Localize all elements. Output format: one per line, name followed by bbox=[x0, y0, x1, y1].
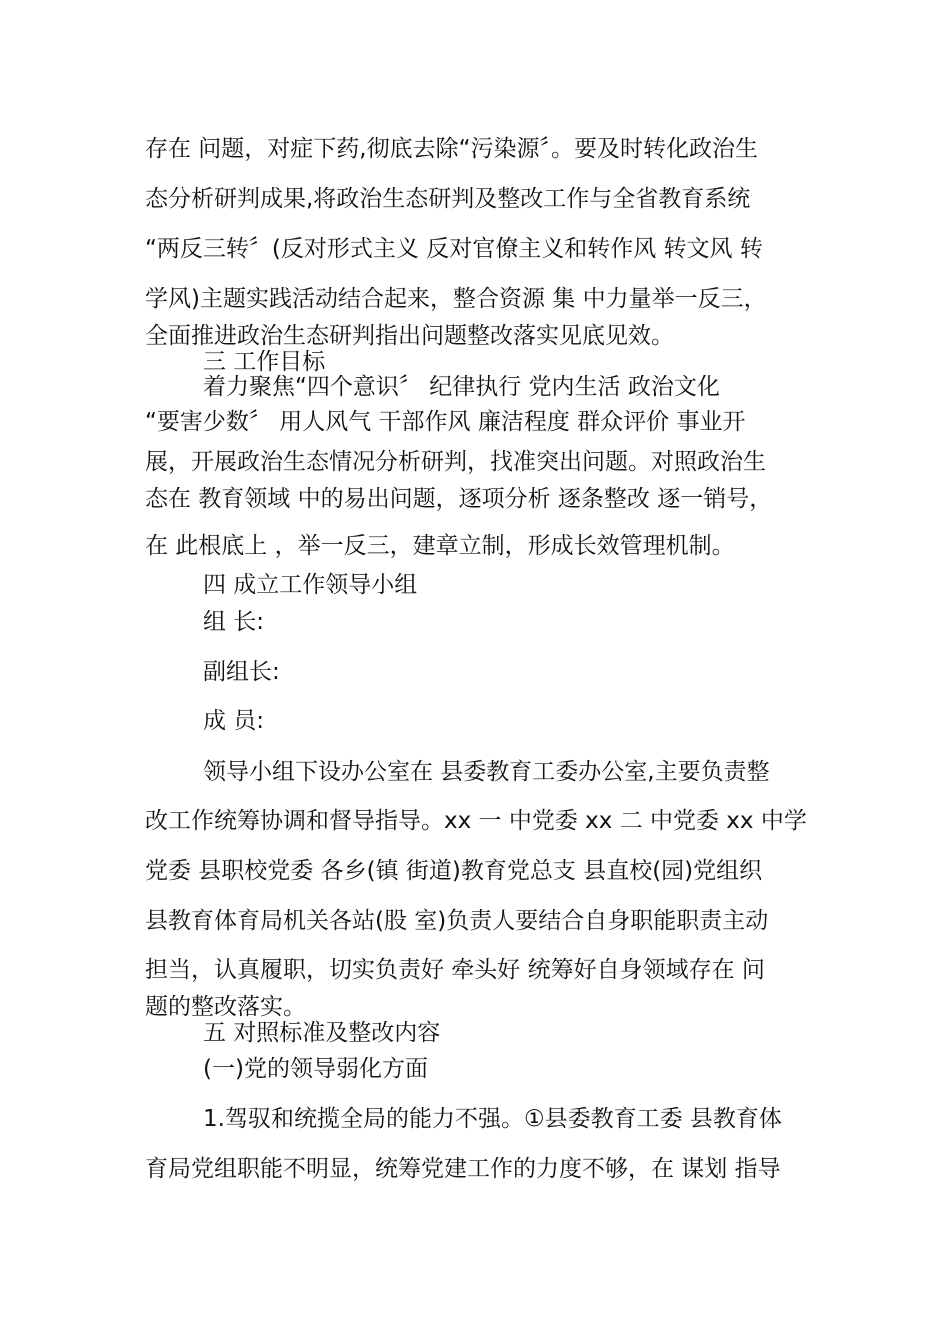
body-line: 题的整改落实。 bbox=[145, 994, 306, 1020]
body-line: 存在 问题，对症下药,彻底去除“污染源〞。要及时转化政治生 bbox=[145, 136, 759, 162]
body-line: 领导小组下设办公室在 县委教育工委办公室,主要负责整 bbox=[203, 759, 770, 785]
role-label-deputy: 副组长: bbox=[203, 659, 280, 685]
role-label-members: 成 员: bbox=[203, 708, 265, 734]
role-label-leader: 组 长: bbox=[203, 609, 265, 635]
body-line: 着力聚焦“四个意识〞 纪律执行 党内生活 政治文化 bbox=[203, 374, 720, 400]
body-line: 态分析研判成果,将政治生态研判及整改工作与全省教育系统 bbox=[145, 186, 751, 212]
section-heading: 三 工作目标 bbox=[203, 349, 326, 375]
section-heading: 五 对照标准及整改内容 bbox=[203, 1020, 441, 1046]
body-line: 1.驾驭和统揽全局的能力不强。①县委教育工委 县教育体 bbox=[203, 1106, 782, 1132]
body-line: “要害少数〞 用人风气 干部作风 廉洁程度 群众评价 事业开 bbox=[145, 409, 746, 435]
body-line: 态在 教育领域 中的易出问题，逐项分析 逐条整改 逐一销号， bbox=[145, 486, 773, 512]
subsection-heading: (一)党的领导弱化方面 bbox=[203, 1056, 428, 1082]
body-line: 在 此根底上 ，举一反三，建章立制，形成长效管理机制。 bbox=[145, 533, 735, 559]
body-line: 全面推进政治生态研判指出问题整改落实见底见效。 bbox=[145, 323, 674, 349]
body-line: “两反三转〞(反对形式主义 反对官僚主义和转作风 转文风 转 bbox=[145, 236, 763, 262]
body-line: 担当，认真履职，切实负责好 牵头好 统筹好自身领域存在 问 bbox=[145, 957, 765, 983]
body-line: 党委 县职校党委 各乡(镇 街道)教育党总支 县直校(园)党组织 bbox=[145, 858, 763, 884]
body-line: 展，开展政治生态情况分析研判，找准突出问题。对照政治生 bbox=[145, 449, 766, 475]
body-line: 县教育体育局机关各站(股 室)负责人要结合自身职能职责主动 bbox=[145, 908, 769, 934]
body-line: 改工作统筹协调和督导指导。xx 一 中党委 xx 二 中党委 xx 中学 bbox=[145, 808, 807, 834]
body-line: 学风)主题实践活动结合起来，整合资源 集 中力量举一反三， bbox=[145, 286, 767, 312]
section-heading: 四 成立工作领导小组 bbox=[203, 572, 418, 598]
body-line: 育局党组职能不明显，统筹党建工作的力度不够，在 谋划 指导 bbox=[145, 1156, 781, 1182]
